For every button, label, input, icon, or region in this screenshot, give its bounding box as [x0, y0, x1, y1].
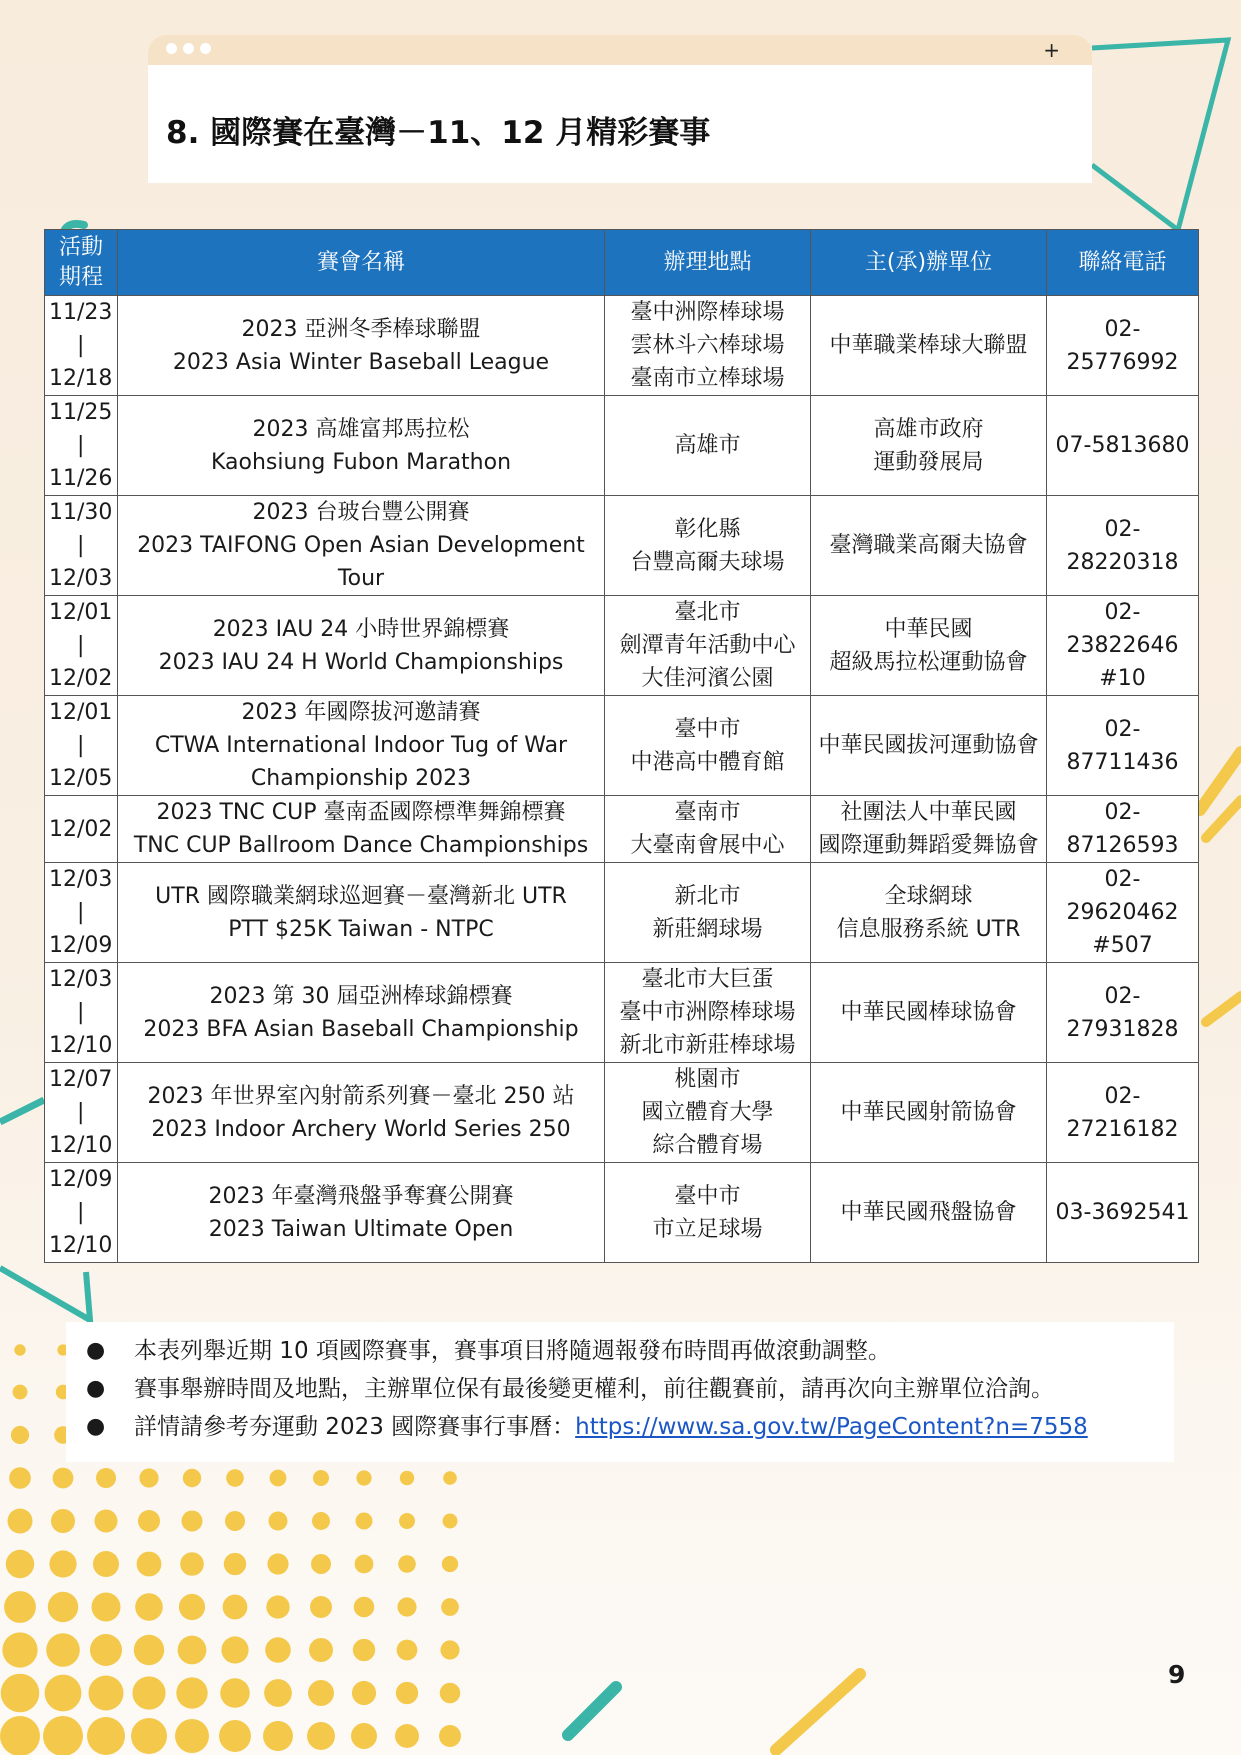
table-row: [45, 296, 1199, 396]
cell-event-name: 2023 亞洲冬季棒球聯盟 2023 Asia Winter Baseball League: [118, 296, 605, 396]
cell-event-name: 2023 第 30 屆亞洲棒球錦標賽 2023 BFA Asian Baseball Championship: [118, 963, 605, 1063]
dot-icon: [166, 43, 177, 54]
note-item: [66, 1332, 1174, 1370]
cell-venue: 臺北市 劍潭青年活動中心 大佳河濱公園: [605, 596, 811, 696]
halftone-dot: [312, 1512, 330, 1530]
period-end: 12/10: [49, 1133, 113, 1158]
cell-organizer: 中華民國飛盤協會: [811, 1163, 1047, 1263]
yellow-line-3: [1206, 996, 1241, 1022]
period-separator: |: [77, 1100, 85, 1125]
note-item: [66, 1408, 1174, 1446]
halftone-dot: [49, 1550, 76, 1577]
halftone-dot: [183, 1469, 201, 1487]
halftone-dot: [9, 1467, 31, 1489]
cell-phone: 02-25776992: [1047, 296, 1199, 396]
cell-venue: 彰化縣 台豐高爾夫球場: [605, 496, 811, 596]
plus-icon: +: [1043, 38, 1060, 62]
halftone-dot: [43, 1716, 83, 1755]
window-dots: [166, 43, 211, 54]
period-separator: |: [77, 633, 85, 658]
dot-icon: [183, 43, 194, 54]
halftone-dot: [356, 1513, 373, 1530]
cell-event-name: 2023 高雄富邦馬拉松 Kaohsiung Fubon Marathon: [118, 396, 605, 496]
cell-venue: 桃園市 國立體育大學 綜合體育場: [605, 1063, 811, 1163]
cell-organizer: 全球網球 信息服務系統 UTR: [811, 863, 1047, 963]
halftone-dot: [264, 1679, 292, 1707]
cell-phone: 02-28220318: [1047, 496, 1199, 596]
halftone-dot: [95, 1510, 118, 1533]
cell-event-name: 2023 年臺灣飛盤爭奪賽公開賽 2023 Taiwan Ultimate Open: [118, 1163, 605, 1263]
cell-phone: 02-27931828: [1047, 963, 1199, 1063]
dot-icon: [200, 43, 211, 54]
halftone-dot: [45, 1675, 82, 1712]
halftone-dot: [137, 1552, 162, 1577]
halftone-dot: [138, 1510, 160, 1532]
period-separator: |: [77, 1000, 85, 1025]
cell-period: [45, 696, 118, 796]
cell-venue: 高雄市: [605, 396, 811, 496]
period-end: 12/03: [49, 566, 113, 591]
cell-phone: 02-23822646 #10: [1047, 596, 1199, 696]
cell-organizer: 中華民國 超級馬拉松運動協會: [811, 596, 1047, 696]
halftone-dot: [439, 1725, 461, 1747]
teal-triangle-top-right: [1092, 40, 1228, 230]
note-text: 本表列舉近期 10 項國際賽事，賽事項目將隨週報發布時間再做滾動調整。: [134, 1338, 891, 1364]
halftone-dot: [307, 1722, 335, 1750]
halftone-dot: [443, 1471, 457, 1485]
halftone-dot: [93, 1551, 119, 1577]
cell-event-name: 2023 TNC CUP 臺南盃國際標準舞錦標賽 TNC CUP Ballroom Dance Championships: [118, 796, 605, 863]
halftone-dot: [139, 1468, 158, 1487]
column-header-phone: 聯絡電話: [1047, 230, 1199, 296]
note-item: [66, 1370, 1174, 1408]
cell-phone: 02-87711436: [1047, 696, 1199, 796]
table-row: [45, 496, 1199, 596]
period-end: 11/26: [49, 466, 113, 491]
period-end: 12/10: [49, 1033, 113, 1058]
period-start: 12/01: [49, 700, 113, 725]
note-link-prefix: 詳情請參考夯運動 2023 國際賽事行事曆：: [134, 1414, 576, 1440]
halftone-dot: [440, 1683, 461, 1704]
cell-period: [45, 496, 118, 596]
cell-organizer: 高雄市政府 運動發展局: [811, 396, 1047, 496]
cell-venue: 臺北市大巨蛋 臺中市洲際棒球場 新北市新莊棒球場: [605, 963, 811, 1063]
cell-period: [45, 963, 118, 1063]
cell-event-name: UTR 國際職業網球巡迴賽－臺灣新北 UTR PTT $25K Taiwan - NTPC: [118, 863, 605, 963]
halftone-dot: [135, 1593, 163, 1621]
international-events-table: [44, 229, 1199, 1263]
period-separator: |: [77, 533, 85, 558]
cell-event-name: 2023 台玻台豐公開賽 2023 TAIFONG Open Asian Development Tour: [118, 496, 605, 596]
halftone-dot: [13, 1385, 28, 1400]
period-start: 12/02: [49, 816, 113, 842]
table-row: [45, 863, 1199, 963]
period-separator: |: [77, 333, 85, 358]
table-row: [45, 796, 1199, 863]
halftone-dot: [269, 1512, 288, 1531]
cell-phone: 02-29620462 #507: [1047, 863, 1199, 963]
cell-period: [45, 396, 118, 496]
halftone-dot: [224, 1553, 246, 1575]
halftone-dot: [356, 1470, 371, 1485]
period-start: 12/09: [49, 1167, 113, 1192]
cell-venue: 臺南市 大臺南會展中心: [605, 796, 811, 863]
cell-venue: 臺中市 中港高中體育館: [605, 696, 811, 796]
column-header-period: 活動 期程: [45, 230, 118, 296]
halftone-dot: [90, 1634, 122, 1666]
halftone-dot: [89, 1676, 124, 1711]
halftone-dot: [221, 1636, 248, 1663]
halftone-dot: [11, 1426, 29, 1444]
halftone-dot: [355, 1555, 374, 1574]
halftone-dot: [87, 1717, 125, 1755]
cell-organizer: 中華職業棒球大聯盟: [811, 296, 1047, 396]
halftone-dot: [179, 1594, 205, 1620]
period-end: 12/10: [49, 1233, 113, 1258]
halftone-dot: [131, 1718, 167, 1754]
halftone-dot: [398, 1555, 416, 1573]
halftone-dot: [175, 1719, 209, 1753]
halftone-dot: [397, 1640, 418, 1661]
halftone-dot: [396, 1682, 418, 1704]
bullet-icon: ●: [86, 1414, 106, 1439]
yellow-line-bottom: [776, 1674, 860, 1750]
halftone-dot: [441, 1598, 459, 1616]
cell-period: [45, 1063, 118, 1163]
halftone-dot: [313, 1470, 329, 1486]
halftone-dot: [354, 1597, 375, 1618]
period-start: 12/03: [49, 967, 113, 992]
cell-period: [45, 296, 118, 396]
cell-organizer: 臺灣職業高爾夫協會: [811, 496, 1047, 596]
period-start: 11/25: [49, 400, 113, 425]
bullet-icon: ●: [86, 1338, 106, 1363]
column-header-venue: 辦理地點: [605, 230, 811, 296]
teal-line-bottom: [568, 1687, 616, 1735]
halftone-dot: [353, 1639, 375, 1661]
cell-organizer: 中華民國拔河運動協會: [811, 696, 1047, 796]
notes-box: [66, 1322, 1174, 1462]
cell-venue: 臺中市 市立足球場: [605, 1163, 811, 1263]
table-row: [45, 596, 1199, 696]
section-header-card: [148, 35, 1092, 183]
halftone-dot: [220, 1678, 250, 1708]
halftone-dot: [442, 1556, 458, 1572]
period-end: 12/09: [49, 933, 113, 958]
halftone-dot: [4, 1591, 36, 1623]
cell-venue: 臺中洲際棒球場 雲林斗六棒球場 臺南市立棒球場: [605, 296, 811, 396]
halftone-dot: [351, 1723, 377, 1749]
cell-venue: 新北市 新莊網球場: [605, 863, 811, 963]
cell-event-name: 2023 年國際拔河邀請賽 CTWA International Indoor Tug of War Championship 2023: [118, 696, 605, 796]
halftone-dot: [263, 1721, 293, 1751]
cell-event-name: 2023 IAU 24 小時世界錦標賽 2023 IAU 24 H World Championships: [118, 596, 605, 696]
table-row: [45, 396, 1199, 496]
cell-period: [45, 796, 118, 863]
halftone-dot: [352, 1681, 376, 1705]
halftone-dot: [310, 1596, 332, 1618]
teal-triangle-line: [1092, 165, 1178, 230]
halftone-dot: [395, 1724, 419, 1748]
halftone-dot: [51, 1509, 75, 1533]
halftone-dot: [225, 1511, 245, 1531]
cell-period: [45, 596, 118, 696]
period-start: 12/07: [49, 1067, 113, 1092]
notes-list: [66, 1322, 1174, 1446]
cell-phone: 07-5813680: [1047, 396, 1199, 496]
table-row: [45, 1163, 1199, 1263]
period-end: 12/02: [49, 666, 113, 691]
section-title: 8. 國際賽在臺灣－11、12 月精彩賽事: [166, 115, 711, 151]
halftone-dot: [14, 1344, 25, 1355]
cell-period: [45, 1163, 118, 1263]
page-number: 9: [1168, 1660, 1186, 1689]
halftone-dot: [178, 1636, 207, 1665]
halftone-dot: [219, 1720, 251, 1752]
halftone-dot: [180, 1552, 204, 1576]
table-header-row: [45, 230, 1199, 296]
calendar-link[interactable]: https://www.sa.gov.tw/PageContent?n=7558: [575, 1414, 1088, 1440]
halftone-dot: [96, 1468, 116, 1488]
halftone-dot: [0, 1716, 40, 1755]
halftone-dot: [2, 1632, 37, 1667]
table-row: [45, 696, 1199, 796]
halftone-dot: [266, 1595, 289, 1618]
cell-organizer: 中華民國射箭協會: [811, 1063, 1047, 1163]
period-separator: |: [77, 733, 85, 758]
period-start: 11/23: [49, 300, 113, 325]
cell-organizer: 中華民國棒球協會: [811, 963, 1047, 1063]
halftone-dot: [265, 1637, 291, 1663]
halftone-dot: [443, 1514, 458, 1529]
table-row: [45, 1063, 1199, 1163]
period-start: 12/01: [49, 600, 113, 625]
halftone-dot: [226, 1469, 244, 1487]
halftone-dot: [92, 1593, 121, 1622]
halftone-dot: [46, 1633, 80, 1667]
cell-period: [45, 863, 118, 963]
halftone-dot: [397, 1597, 416, 1616]
halftone-dot: [311, 1554, 331, 1574]
teal-triangle-left-lower: [0, 1268, 90, 1320]
table-row: [45, 963, 1199, 1063]
teal-triangle-left: [0, 1100, 44, 1122]
window-title-bar: [148, 35, 1092, 65]
halftone-dot: [1, 1674, 40, 1713]
halftone-dot: [309, 1638, 333, 1662]
cell-event-name: 2023 年世界室內射箭系列賽－臺北 250 站 2023 Indoor Archery World Series 250: [118, 1063, 605, 1163]
column-header-organizer: 主(承)辦單位: [811, 230, 1047, 296]
halftone-dot: [6, 1550, 34, 1578]
halftone-dot: [53, 1468, 74, 1489]
halftone-dot: [440, 1640, 459, 1659]
column-header-event-name: 賽會名稱: [118, 230, 605, 296]
period-end: 12/18: [49, 366, 113, 391]
halftone-dot: [176, 1677, 207, 1708]
period-start: 11/30: [49, 500, 113, 525]
bullet-icon: ●: [86, 1376, 106, 1401]
halftone-dot: [132, 1676, 165, 1709]
halftone-dot: [48, 1592, 78, 1622]
period-end: 12/05: [49, 766, 113, 791]
halftone-dot: [223, 1595, 248, 1620]
halftone-dot: [8, 1509, 33, 1534]
note-text: 賽事舉辦時間及地點，主辦單位保有最後變更權利，前往觀賽前，請再次向主辦單位洽詢。: [134, 1376, 1054, 1402]
cell-phone: 02-27216182: [1047, 1063, 1199, 1163]
halftone-dot: [308, 1680, 334, 1706]
cell-organizer: 社團法人中華民國 國際運動舞蹈愛舞協會: [811, 796, 1047, 863]
halftone-dot: [134, 1635, 164, 1665]
period-separator: |: [77, 900, 85, 925]
cell-phone: 02-87126593: [1047, 796, 1199, 863]
halftone-dot: [182, 1511, 203, 1532]
halftone-dot: [400, 1471, 414, 1485]
cell-phone: 03-3692541: [1047, 1163, 1199, 1263]
yellow-line-2: [1206, 800, 1241, 838]
period-start: 12/03: [49, 867, 113, 892]
halftone-dot: [270, 1470, 287, 1487]
halftone-dot: [267, 1553, 288, 1574]
halftone-dot: [399, 1513, 415, 1529]
period-separator: |: [77, 1200, 85, 1225]
period-separator: |: [77, 433, 85, 458]
